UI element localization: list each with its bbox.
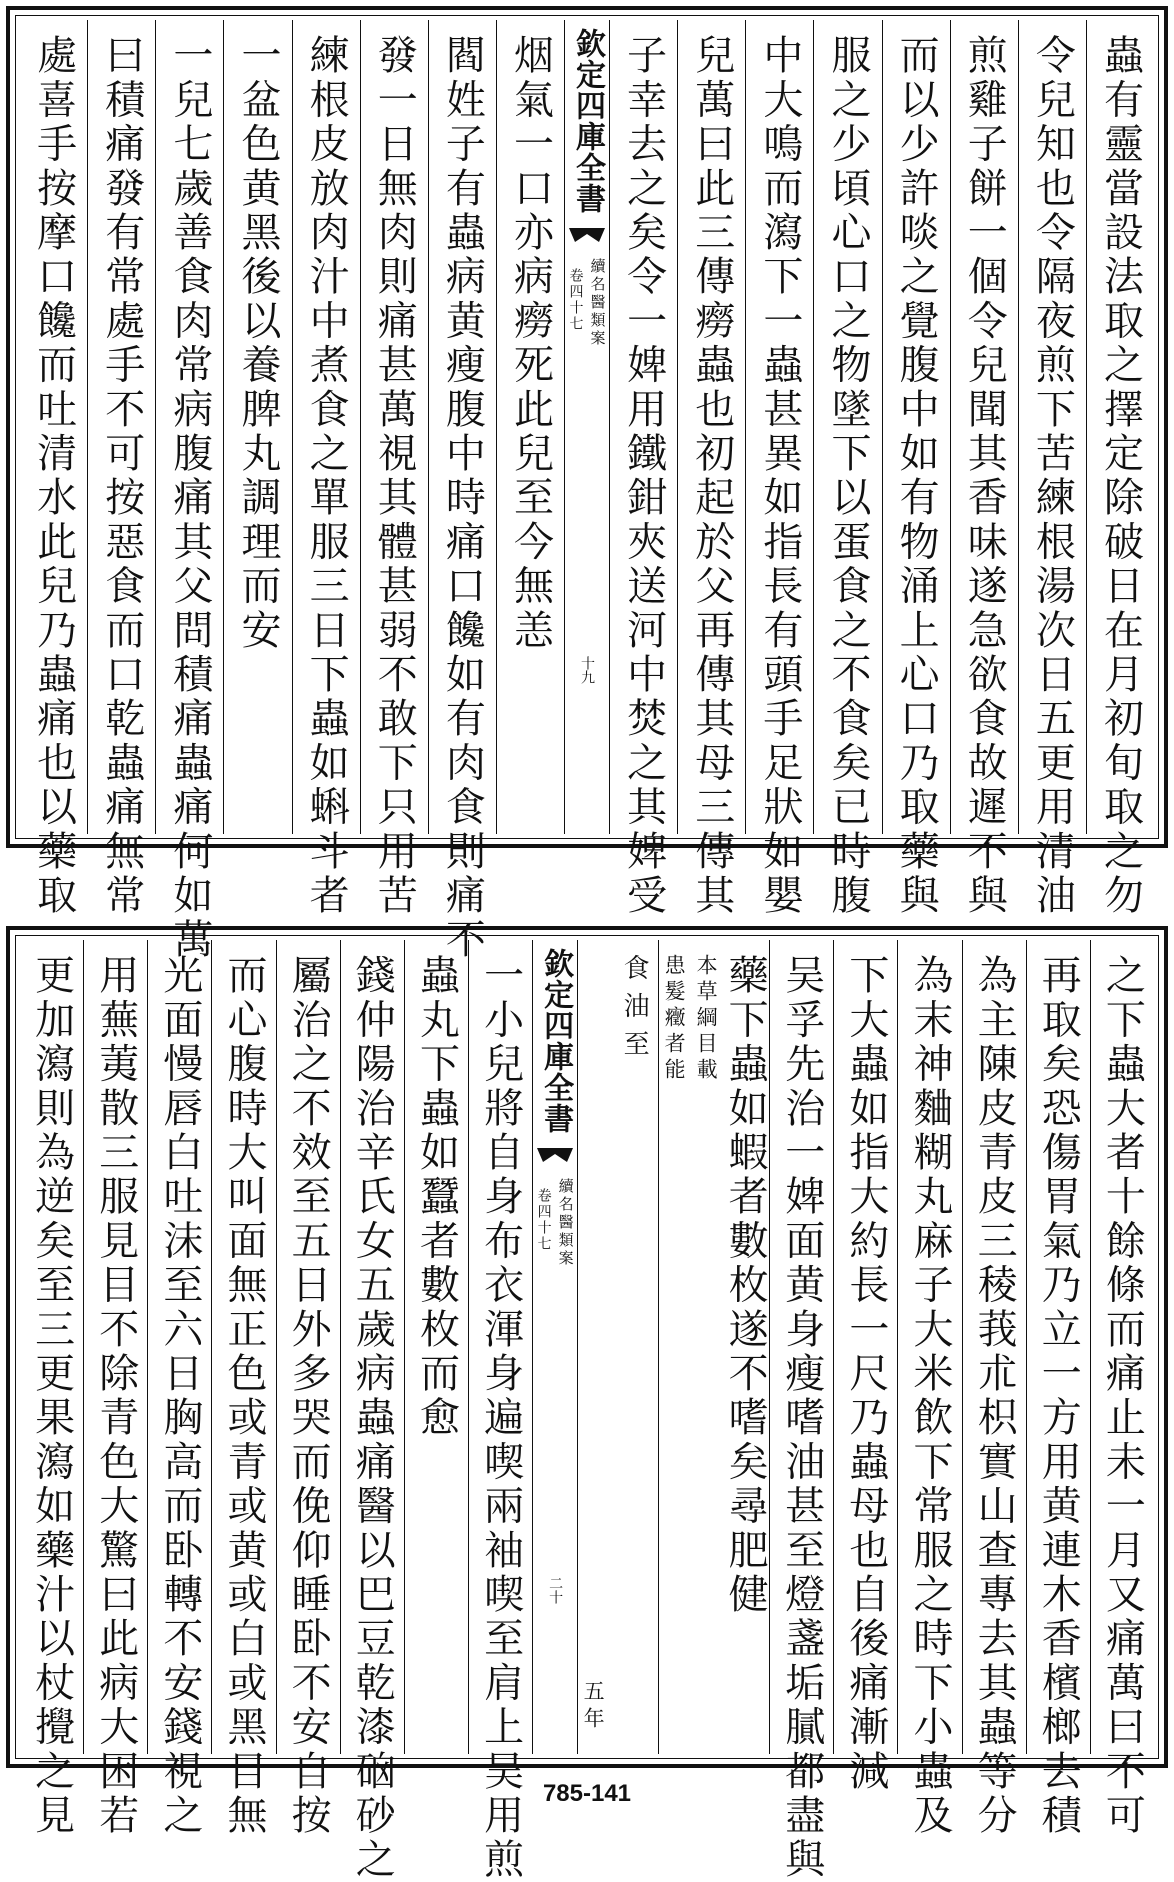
column-text: 兒萬曰此三傳癆蟲也初起於父再傳其母三傳其 — [688, 34, 735, 918]
column-text: 服之少頃心口之物墜下以蛋食之不食矣已時腹 — [824, 34, 871, 918]
gutter-labels — [566, 258, 609, 348]
column-text: 一兒七歲善食肉常病腹痛其父問積痛蟲痛何如萬 — [166, 34, 213, 963]
column-text: 之下蟲大者十餘條而痛止未一月又痛萬曰不可 — [1099, 954, 1146, 1838]
volume-number: 卷四十七 — [567, 268, 584, 332]
text-column — [87, 20, 155, 918]
text-column — [897, 940, 961, 1838]
column-text: 曰積痛發有常處手不可按惡食而口乾蟲痛無常 — [98, 34, 145, 918]
text-column — [223, 20, 291, 834]
text-column — [813, 20, 881, 918]
text-column — [609, 20, 677, 918]
column-text: 而以少許啖之覺腹中如有物涌上心口乃取藥與 — [893, 34, 940, 918]
fish-tail-mark-icon — [569, 226, 605, 244]
column-text: 用蕪荑散三服見目不除青色大驚曰此病大困若 — [92, 954, 139, 1838]
gutter-labels — [534, 1178, 577, 1268]
note-line: 本草綱目載 — [694, 954, 719, 1084]
text-column — [1018, 20, 1086, 918]
text-column — [1086, 20, 1154, 918]
note-text: 食油至 — [619, 954, 650, 1068]
text-column — [83, 940, 147, 1838]
text-column — [211, 940, 275, 1838]
column-text: 為主陳皮青皮三稜莪朮枳實山查專去其蟲等分 — [971, 954, 1018, 1838]
column-text: 煎雞子餅一個令兒聞其香味遂急欲食故遲不與 — [961, 34, 1008, 918]
column-text: 令兒知也令隔夜煎下苦練根湯次日五更用清油 — [1029, 34, 1076, 918]
collection-title: 欽定四庫全書 — [538, 948, 574, 1134]
text-column — [468, 940, 532, 1882]
text-column — [745, 20, 813, 918]
column-text: 錢仲陽治辛氏女五歲病蟲痛醫以巴豆乾漆硇砂之 — [349, 954, 396, 1882]
text-column — [360, 20, 428, 918]
page-reference-number: 785-141 — [542, 1780, 632, 1807]
fish-tail-mark-icon — [537, 1146, 573, 1164]
text-column — [428, 20, 496, 963]
column-text: 練根皮放肉汁中煮食之單服三日下蟲如蝌斗者 — [303, 34, 350, 918]
center-gutter — [564, 20, 609, 834]
text-column — [1026, 940, 1090, 1838]
column-text: 屬治之不效至五日外多哭而俛仰睡卧不安自按 — [285, 954, 332, 1838]
text-column — [496, 20, 564, 834]
column-text: 一小兒將自身布衣渾身遍喫兩袖喫至肩上吴用煎 — [477, 954, 524, 1882]
book-title: 續名醫類案 — [556, 1178, 575, 1268]
column-text: 為末神麯糊丸麻子大米飲下常服之時下小蟲及 — [907, 954, 953, 1838]
text-column — [20, 940, 83, 1838]
note-line: 患髮癥者能 — [662, 954, 687, 1084]
column-text: 蟲有靈當設法取之擇定除破日在月初旬取之勿 — [1097, 34, 1144, 918]
volume-number: 卷四十七 — [535, 1188, 552, 1252]
column-text: 子幸去之矣令一婢用鐵鉗夾送河中焚之其婢受 — [620, 34, 667, 918]
column-text: 再取矣恐傷胃氣乃立一方用黄連木香檳榔去積 — [1035, 954, 1082, 1838]
text-columns — [20, 20, 1154, 963]
text-column — [276, 940, 340, 1838]
column-text: 發一日無肉則痛甚萬視其體甚弱不敢下只用苦 — [371, 34, 418, 918]
leaf-number: 二十 — [547, 1576, 564, 1604]
text-column — [769, 940, 833, 1882]
text-column — [833, 940, 897, 1794]
text-column — [1090, 940, 1154, 1838]
column-text: 烟氣一口亦病癆死此兒至今無恙 — [507, 34, 554, 653]
page-upper — [6, 6, 1168, 963]
text-column — [340, 940, 404, 1882]
text-column — [404, 940, 468, 1754]
column-text: 吴孚先治一婢面黄身瘦嗜油甚至燈盞垢膩都盡與 — [778, 954, 825, 1882]
note-text: 五年 — [581, 1680, 606, 1734]
text-column — [147, 940, 211, 1838]
text-column — [962, 940, 1026, 1838]
text-column-annotated — [658, 940, 769, 1754]
column-text: 蟲丸下蟲如蠶者數枚而愈 — [413, 954, 460, 1441]
text-column — [155, 20, 223, 963]
column-text: 藥下蟲如蝦者數枚遂不嗜矣尋肥健 — [722, 954, 769, 1617]
column-text: 更加瀉則為逆矣至三更果瀉如藥汁以杖攪之見 — [28, 954, 75, 1838]
column-text: 一盆色黄黑後以養脾丸調理而安 — [234, 34, 281, 653]
book-title: 續名醫類案 — [588, 258, 607, 348]
text-column — [20, 20, 87, 918]
column-text: 閻姓子有蟲病黄瘦腹中時痛口饞如有肉食則痛不 — [439, 34, 486, 963]
text-column — [677, 20, 745, 918]
text-column — [950, 20, 1018, 918]
column-text: 下大蟲如指大約長一尺乃蟲母也自後痛漸減 — [842, 954, 889, 1794]
column-text: 處喜手按摩口饞而吐清水此兒乃蟲痛也以藥取 — [30, 34, 77, 918]
column-text: 光面慢唇白吐沫至六日胸高而卧轉不安錢視之 — [156, 954, 203, 1838]
center-gutter — [532, 940, 577, 1754]
column-text: 中大鳴而瀉下一蟲甚異如指長有頭手足狀如嬰 — [756, 34, 803, 918]
column-text: 而心腹時大叫面無正色或青或黄或白或黑目無 — [221, 954, 268, 1838]
text-column-note — [577, 940, 658, 1754]
leaf-number: 十九 — [579, 656, 595, 684]
interlinear-note — [659, 954, 721, 1754]
collection-title: 欽定四庫全書 — [570, 28, 605, 214]
text-column — [292, 20, 360, 918]
text-column — [882, 20, 950, 918]
